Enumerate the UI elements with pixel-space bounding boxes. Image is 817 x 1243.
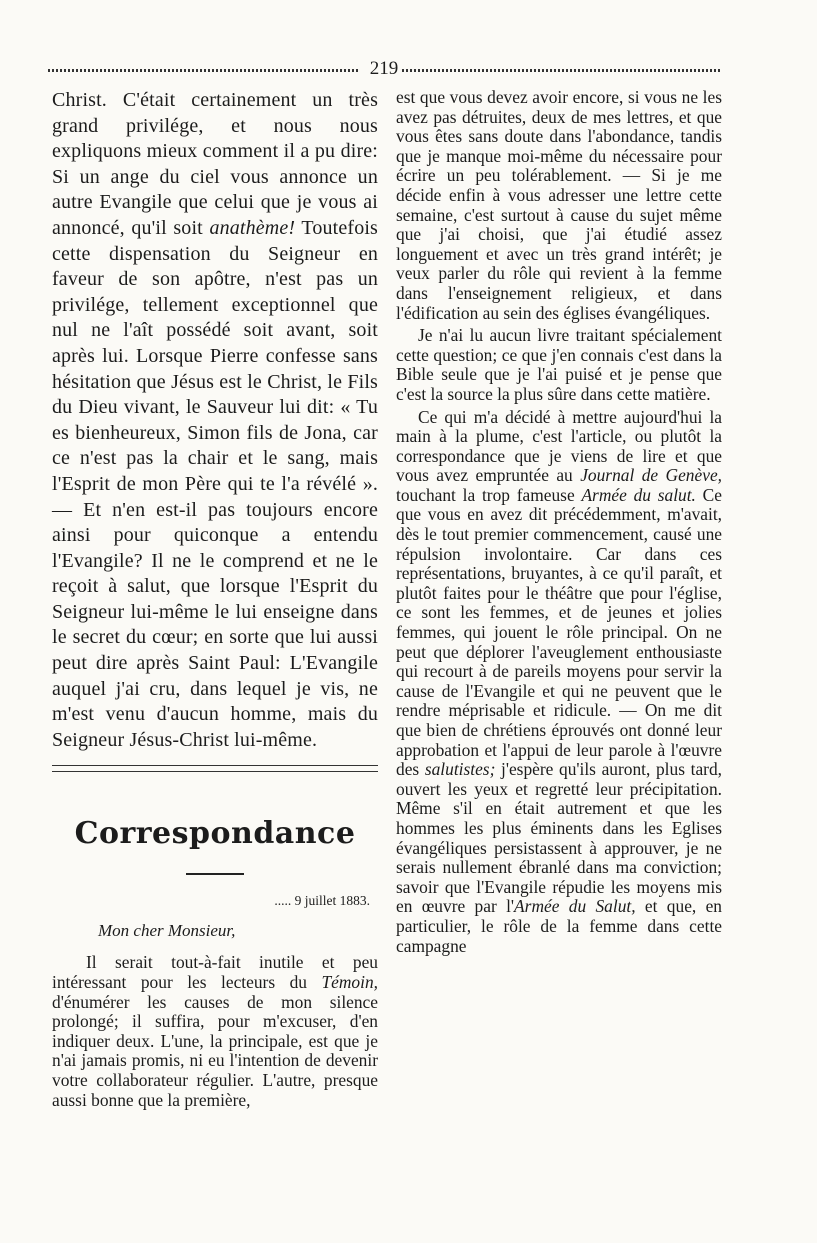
section-divider bbox=[52, 765, 378, 772]
header-rule-left bbox=[48, 69, 360, 72]
letter-paragraph-1-text: Il serait tout-à-fait inutile et peu intéressant pour les lecteurs du bbox=[52, 952, 378, 993]
right-paragraph-3-part-d: j'espère qu'ils auront, plus tard, ouvert les yeux et regretté leur précipitation. Même s'il en était autrement et que les hommes les plus éminents dans les Eglises évangéliques persistassent à approuver, je ne serais nullement ébranlé dans ma conviction; savoir que l'Evangile répudie les moyens mis en œuvre par l' bbox=[396, 759, 722, 917]
right-paragraph-3-part-a: Ce qui m'a décidé à mettre aujourd'hui la main à la plume, c'est l'article, ou plutôt la correspondance que je viens de lire et que vous avez empruntée au bbox=[396, 406, 722, 486]
left-paragraph-1-rest: Toutefois cette dispensation du Seigneur en faveur de son apôtre, n'est pas un privilége, tellement exceptionnel que nul ne l'aît possédé soit avant, soit après lui. Lorsque Pierre confesse sans hésitation que Jésus est le Christ, le Fils du Dieu vivant, le Sauveur lui dit: « Tu es bienheureux, Simon fils de Jona, car ce n'est pas la chair et le sang, mais l'Esprit de mon Père qui te l'a révélé ». — Et n'en est-il pas toujours encore ainsi pour quiconque a entendu l'Evangile? Il ne le comprend et ne le reçoit à salut, que lorsque l'Esprit du Seigneur lui-même le lui enseigne dans le secret du cœur; en sorte que lui aussi peut dire après Saint Paul: L'Evangile auquel j'ai cru, dans lequel je vis, ne m'est venu d'aucun homme, mais du Seigneur Jésus-Christ lui-même. bbox=[52, 216, 378, 751]
header-rule-right bbox=[402, 69, 720, 72]
journal-de-geneve-italic: Journal de Genève, bbox=[580, 465, 723, 486]
title-underline bbox=[186, 873, 244, 875]
page-header bbox=[48, 58, 720, 82]
armee-du-salut-italic: Armée du salut. bbox=[581, 484, 696, 505]
salutistes-italic: salutistes; bbox=[424, 759, 496, 780]
right-paragraph-3-part-c: Ce que vous en avez dit précédemment, m'avait, dès le tout premier commencement, causé une répulsion involontaire. Car dans ces représentations, bruyantes, à ce qu'il paraît, et plutôt faites pour le théâtre que pour l'église, ce sont les femmes, et de jeunes et jolies femmes, qui jouent le rôle principal. On ne peut que déplorer l'aveuglement enthousiaste qui recourt à de pareils moyens pour servir la cause de l'Evangile et qui ne peuvent que le rendre méprisable et ridicule. — On me dit que bien de chrétiens éprouvés ont donné leur approbation et l'appui de leur parole à l'œuvre des bbox=[396, 484, 722, 780]
right-paragraph-2: Je n'ai lu aucun livre traitant spécialement cette question; ce que j'en connais c'est dans la Bible seule que je l'ai puisé et je pense que c'est la source la plus sûre dans cette matière. bbox=[396, 325, 722, 404]
letter-paragraph-1-rest: d'énumérer les causes de mon silence prolongé; il suffira, pour m'excuser, d'en indiquer deux. L'une, la principale, est que je n'ai jamais promis, ni eu l'intention de devenir votre collaborateur régulier. L'autre, presque aussi bonne que la première, bbox=[52, 991, 378, 1110]
left-paragraph-1-text: Christ. C'était certainement un très grand privilége, et nous nous expliquons mieux comment il a pu dire: Si un ange du ciel vous annonce un autre Evangile que celui que je vous ai annoncé, qu'il soit bbox=[52, 89, 378, 239]
right-paragraph-3 bbox=[396, 408, 722, 957]
right-paragraph-3-part-b: touchant la trop fameuse bbox=[396, 484, 582, 505]
left-column bbox=[52, 88, 378, 1110]
letter-dateline: ..... 9 juillet 1883. bbox=[274, 893, 370, 909]
anatheme-italic: anathème! bbox=[209, 216, 296, 239]
right-paragraph-3-part-e: et que, en particulier, le rôle de la femme dans cette campagne bbox=[396, 896, 723, 956]
letter-paragraph-1 bbox=[52, 953, 378, 1110]
temoin-italic: Témoin, bbox=[321, 972, 378, 993]
letter-salutation: Mon cher Monsieur, bbox=[98, 921, 236, 941]
section-title: Correspondance bbox=[74, 816, 356, 852]
right-column bbox=[396, 88, 722, 956]
right-paragraph-1: est que vous devez avoir encore, si vous ne les avez pas détruites, deux de mes lettres, et que vous êtes sans doute dans l'abondance, tandis que je manque moi-même du nécessaire pour écrire un peu tolérablement. — Si je me décide enfin à vous adresser une lettre cette semaine, c'est surtout à cause du sujet même que j'ai choisi, que j'ai étudié assez longuement et avec un très grand intérêt; je veux parler du rôle qui revient à la femme dans l'enseignement religieux, et dans l'édification au sein des églises évangéliques. bbox=[396, 87, 722, 323]
left-paragraph-1 bbox=[52, 88, 378, 753]
armee-du-salut-italic-2: Armée du Salut, bbox=[514, 896, 636, 917]
page-number: 219 bbox=[369, 58, 399, 79]
